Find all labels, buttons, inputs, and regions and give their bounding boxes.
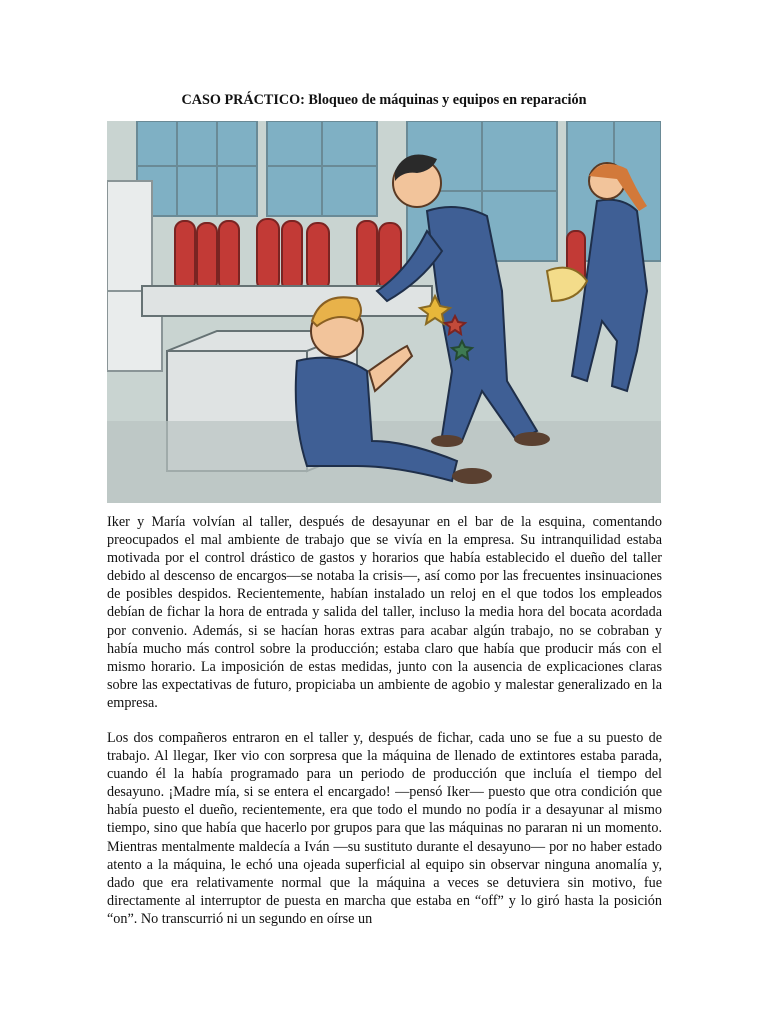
paragraph-2: Los dos compañeros entraron en el taller y, después de fichar, cada uno se fue a su puesto de trabajo. Al llegar, Iker vio con sorpresa que la máquina de llenado de extintores estaba parada, cuando él la había programado para un periodo de producción que incluía el tiempo del desayuno. ¡Madre mía, si se entera el encargado! —pensó Iker— puesto que otra condición que había puesto el dueño, recientemente, era que todo el mundo no podía ir a desayunar al mismo tiempo, sino que había que hacerlo por grupos para que las máquinas no pararan ni un momento. Mientras mentalmente maldecía a Iván —su sustituto durante el desayuno— por no haber estado atento a la máquina, le echó una ojeada superficial al equipo sin observar ninguna anomalía y, dado que era relativamente normal que la máquina a veces se detuviera sin motivo, fue directamente al interruptor de puesta en marcha que estaba en “off” y lo giró hasta la posición “on”. No transcurrió ni un segundo en oírse un (107, 730, 662, 927)
cartoon-illustration (107, 121, 661, 503)
paragraph-1: Iker y María volvían al taller, después de desayunar en el bar de la esquina, comentando preocupados el mal ambiente de trabajo que se vivía en la empresa. Su intranquilidad estaba motivada por el control drástico de gastos y horarios que había establecido el dueño del taller debido al descenso de encargos—se notaba la crisis—, así como por las frecuentes insinuaciones de posibles despidos. Recientemente, habían instalado un reloj en el que todos los empleados debían de fichar la hora de entrada y salida del taller, incluso la media hora del bocata acordada por convenio. Además, si se hacían horas extras para acabar algún trabajo, no se cobraban y había mucho más control sobre la producción; estaba claro que había que producir más con el mismo horario. La imposición de estas medidas, junto con la ausencia de explicaciones claras sobre las expectativas de futuro, propiciaba un ambiente de agobio y malestar generalizado en la empresa. (107, 514, 662, 711)
page-title: CASO PRÁCTICO: Bloqueo de máquinas y equipos en reparación (181, 92, 587, 108)
